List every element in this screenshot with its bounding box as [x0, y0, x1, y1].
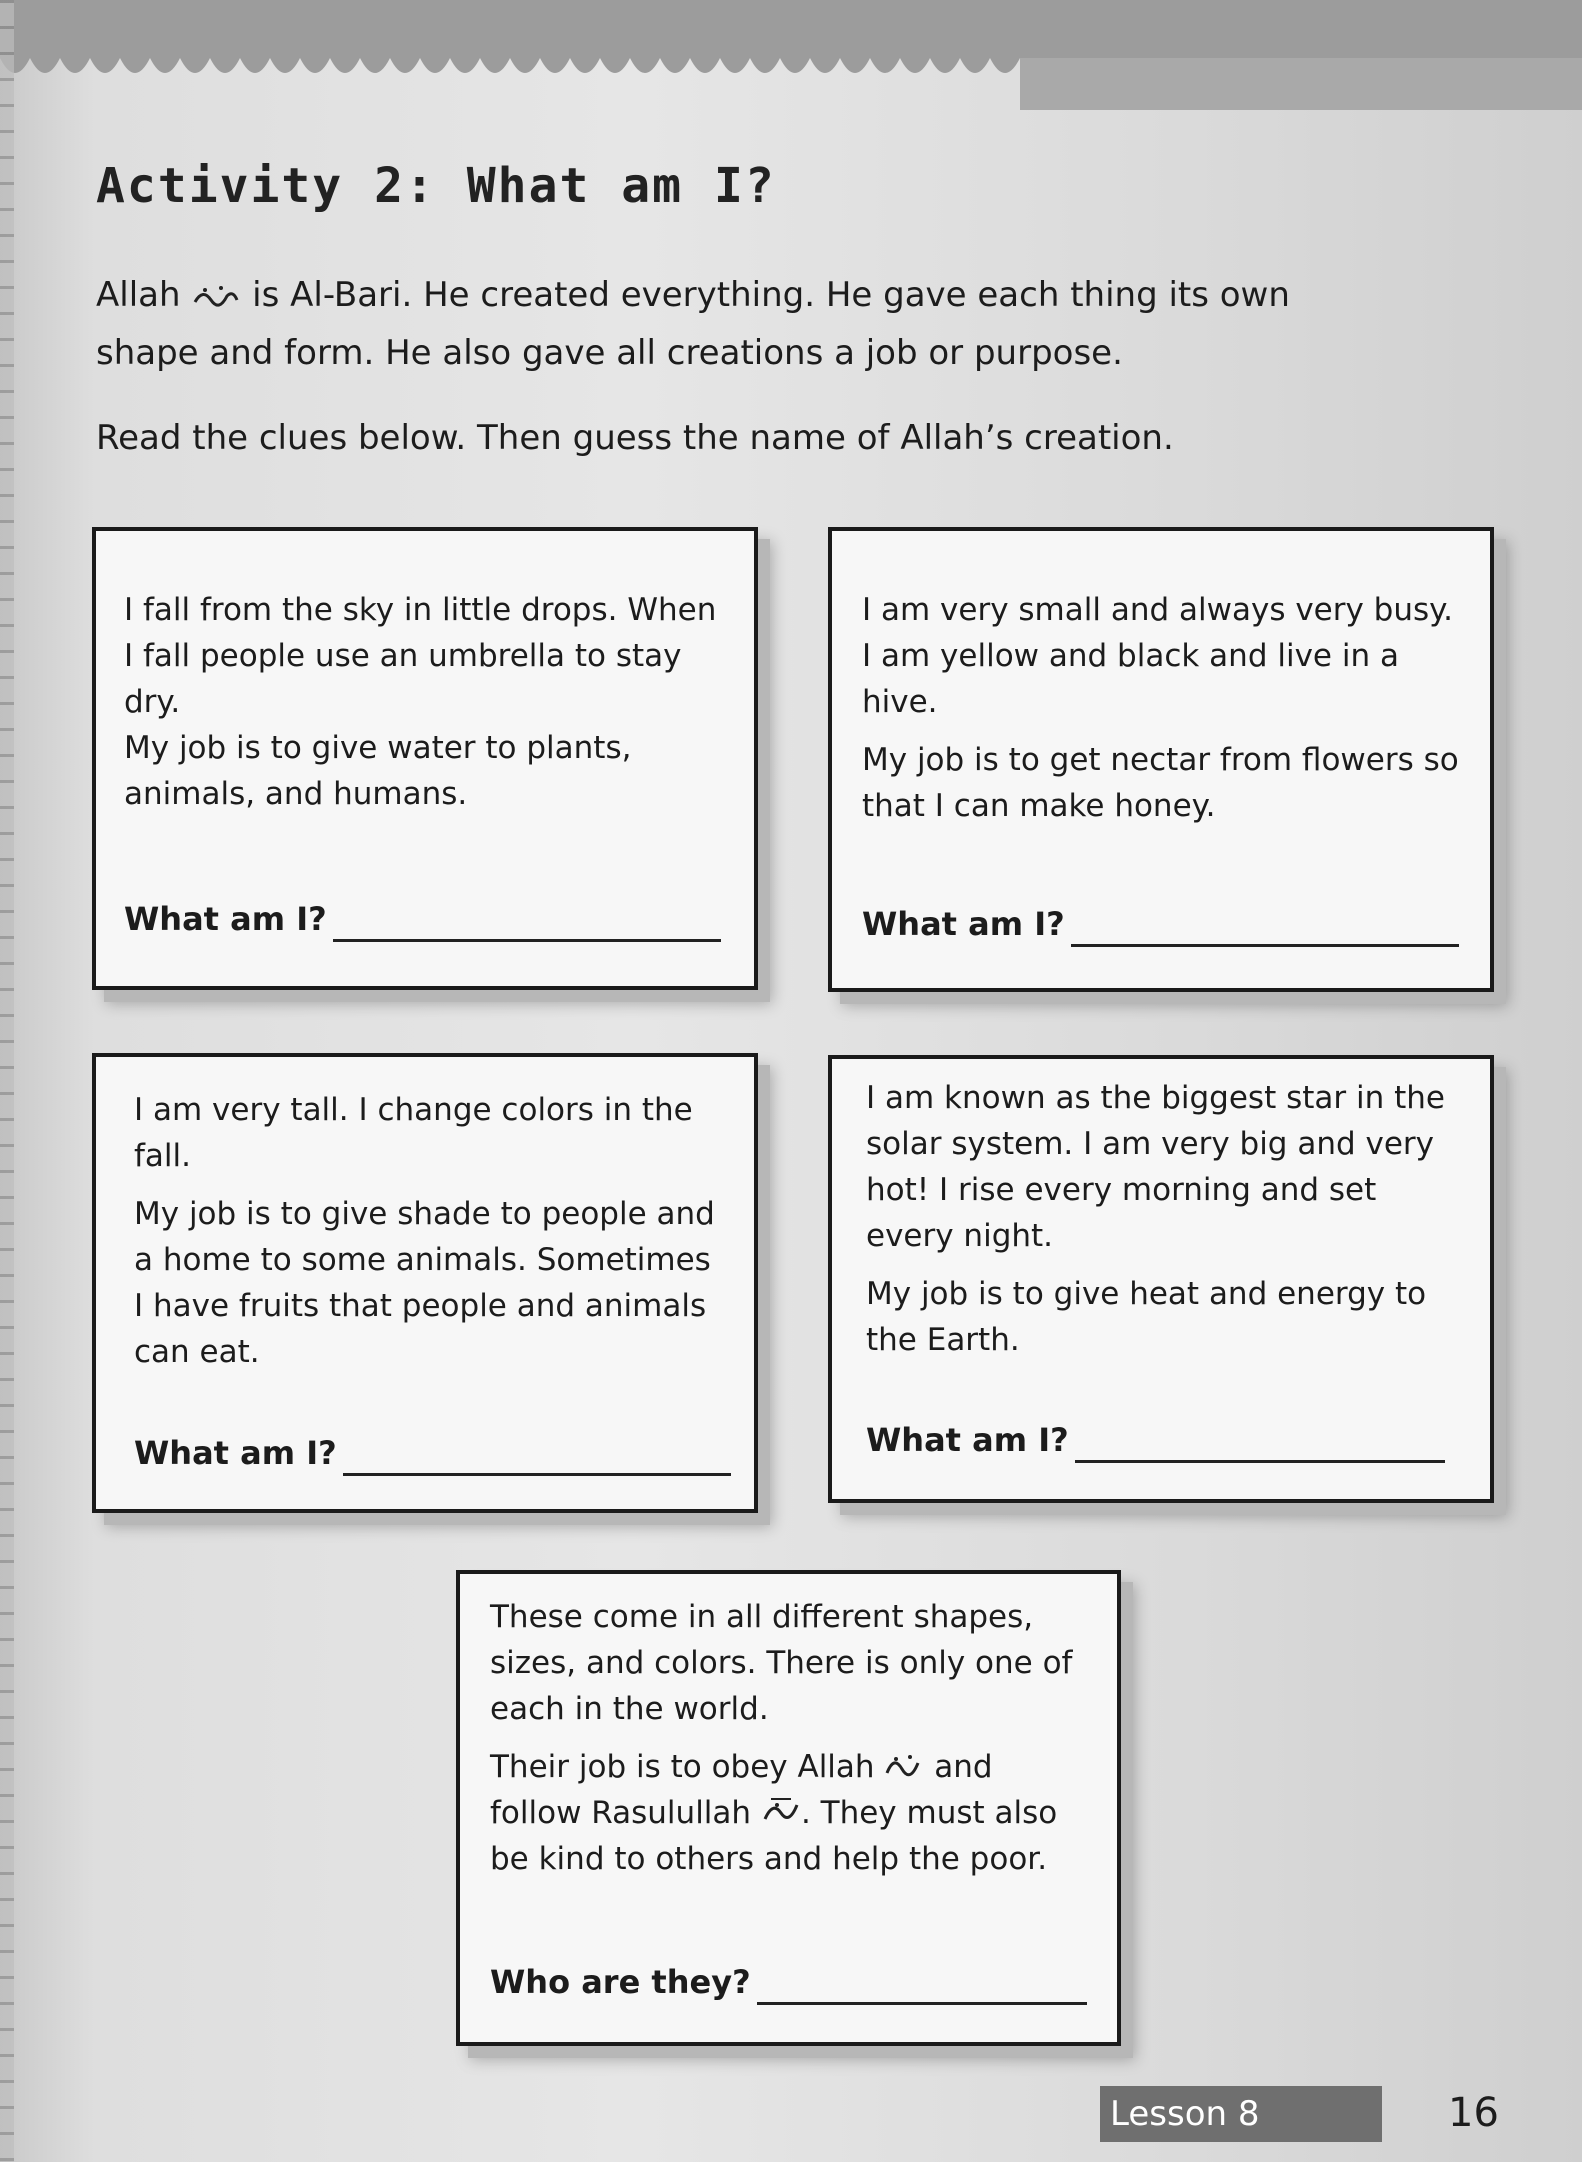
question-label: Who are they?	[490, 1963, 751, 2001]
job-text	[490, 1744, 1091, 1882]
job-text-part: . They must also be kind to others and help the poor.	[490, 1795, 1058, 1877]
intro-paragraph	[96, 266, 1296, 382]
answer-blank[interactable]	[343, 1443, 731, 1476]
clue-card-5	[456, 1570, 1121, 2046]
answer-blank[interactable]	[1075, 1430, 1445, 1463]
clue-card-1	[92, 527, 758, 990]
intro-text-start: Allah	[96, 275, 181, 315]
answer-row	[866, 1417, 1445, 1463]
arabic-honorific-icon	[191, 282, 241, 310]
job-text: My job is to give shade to people and a home to some animals. Sometimes I have fruits that people and animals can eat.	[134, 1196, 715, 1370]
question-label: What am I?	[866, 1421, 1069, 1459]
clue-text: These come in all different shapes, sizes, and colors. There is only one of each in the world.	[490, 1599, 1073, 1727]
page-number: 16	[1448, 2090, 1499, 2136]
clue-text: I am known as the biggest star in the solar system. I am very big and very hot! I rise every morning and set every night.	[866, 1080, 1445, 1254]
binding-edge	[0, 0, 14, 2162]
answer-blank[interactable]	[1071, 914, 1459, 947]
intro-text-end: is Al-Bari. He created everything. He gave each thing its own shape and form. He also gave all creations a job or purpose.	[96, 275, 1290, 373]
arabic-honorific-icon	[884, 1751, 924, 1781]
decorative-banner	[0, 0, 1582, 120]
answer-row	[862, 901, 1459, 947]
job-text-part: Their job is to obey Allah	[490, 1749, 875, 1785]
answer-row	[124, 896, 721, 942]
clue-text: I am very small and always very busy. I am yellow and black and live in a hive.	[862, 592, 1453, 720]
job-text-part: and follow Rasulullah	[490, 1749, 993, 1831]
question-label: What am I?	[134, 1434, 337, 1472]
job-text: My job is to get nectar from flowers so that I can make honey.	[862, 742, 1459, 824]
job-text: My job is to give water to plants, animals, and humans.	[124, 730, 632, 812]
clue-text: I fall from the sky in little drops. When I fall people use an umbrella to stay dry.	[124, 592, 717, 720]
answer-row	[490, 1959, 1087, 2005]
clue-card-3	[92, 1053, 758, 1513]
answer-row	[134, 1430, 731, 1476]
question-label: What am I?	[124, 900, 327, 938]
activity-title: Activity 2: What am I?	[96, 158, 776, 214]
instruction-text: Read the clues below. Then guess the name of Allah’s creation.	[96, 418, 1174, 458]
question-label: What am I?	[862, 905, 1065, 943]
clue-card-4	[828, 1055, 1494, 1503]
lesson-tab: Lesson 8	[1100, 2086, 1382, 2142]
clue-text: I am very tall. I change colors in the fall.	[134, 1092, 693, 1174]
arabic-honorific-icon	[761, 1793, 801, 1827]
job-text: My job is to give heat and energy to the Earth.	[866, 1276, 1427, 1358]
clue-card-2	[828, 527, 1494, 992]
answer-blank[interactable]	[757, 1972, 1087, 2005]
answer-blank[interactable]	[333, 909, 721, 942]
